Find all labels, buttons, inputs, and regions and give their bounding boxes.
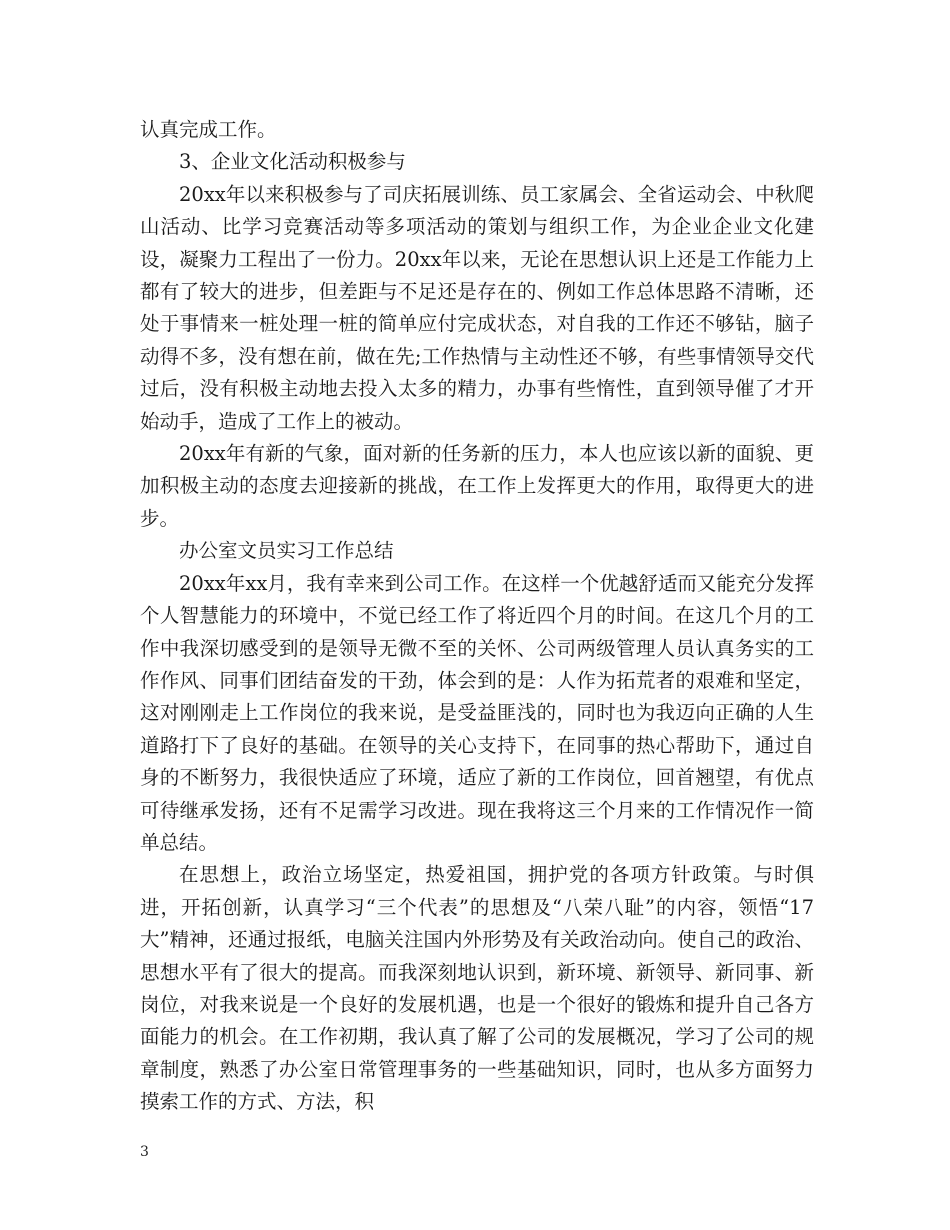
paragraph-new-year-outlook: 20xx年有新的气象，面对新的任务新的压力，本人也应该以新的面貌、更加积极主动的态度去迎接新的挑战，在工作上发挥更大的作用，取得更大的进步。 (140, 442, 814, 530)
document-body (140, 114, 814, 1119)
section-heading-culture-activities: 3、企业文化活动积极参与 (179, 150, 406, 174)
paragraph-activities-summary: 20xx年以来积极参与了司庆拓展训练、员工家属会、全省运动会、中秋爬山活动、比学习竞赛活动等多项活动的策划与组织工作，为企业企业文化建设，凝聚力工程出了一份力。20xx年以来，无论在思想认识上还是工作能力上都有了较大的进步，但差距与不足还是存在的、例如工作总体思路不清晰，还处于事情来一桩处理一桩的简单应付完成状态，对自我的工作还不够钻，脑子动得不多，没有想在前，做在先;工作热情与主动性还不够，有些事情领导交代过后，没有积极主动地去投入太多的精力，办事有些惰性，直到领导催了才开始动手，造成了工作上的被动。 (140, 182, 814, 433)
section-title-internship-summary: 办公室文员实习工作总结 (179, 539, 394, 563)
paragraph-continuation: 认真完成工作。 (140, 118, 277, 141)
page-number: 3 (140, 1144, 149, 1160)
paragraph-internship-intro: 20xx年xx月，我有幸来到公司工作。在这样一个优越舒适而又能充分发挥个人智慧能力的环境中，不觉已经工作了将近四个月的时间。在这几个月的工作中我深切感受到的是领导无微不至的关怀、公司两级管理人员认真务实的工作作风、同事们团结奋发的干劲，体会到的是：人作为拓荒者的艰难和坚定，这对刚刚走上工作岗位的我来说，是受益匪浅的，同时也为我迈向正确的人生道路打下了良好的基础。在领导的关心支持下，在同事的热心帮助下，通过自身的不断努力，我很快适应了环境，适应了新的工作岗位，回首翘望，有优点可待继承发扬，还有不足需学习改进。现在我将这三个月来的工作情况作一简单总结。 (140, 571, 814, 854)
paragraph-ideology: 在思想上，政治立场坚定，热爱祖国，拥护党的各项方针政策。与时俱进，开拓创新，认真学习“三个代表”的思想及“八荣八耻”的内容，领悟“17大”精神，还通过报纸，电脑关注国内外形势及有关政治动向。使自己的政治、思想水平有了很大的提高。而我深刻地认识到，新环境、新领导、新同事、新岗位，对我来说是一个良好的发展机遇，也是一个很好的锻炼和提升自己各方面能力的机会。在工作初期，我认真了解了公司的发展概况，学习了公司的规章制度，熟悉了办公室日常管理事务的一些基础知识，同时，也从多方面努力摸索工作的方式、方法，积 (140, 863, 814, 1114)
